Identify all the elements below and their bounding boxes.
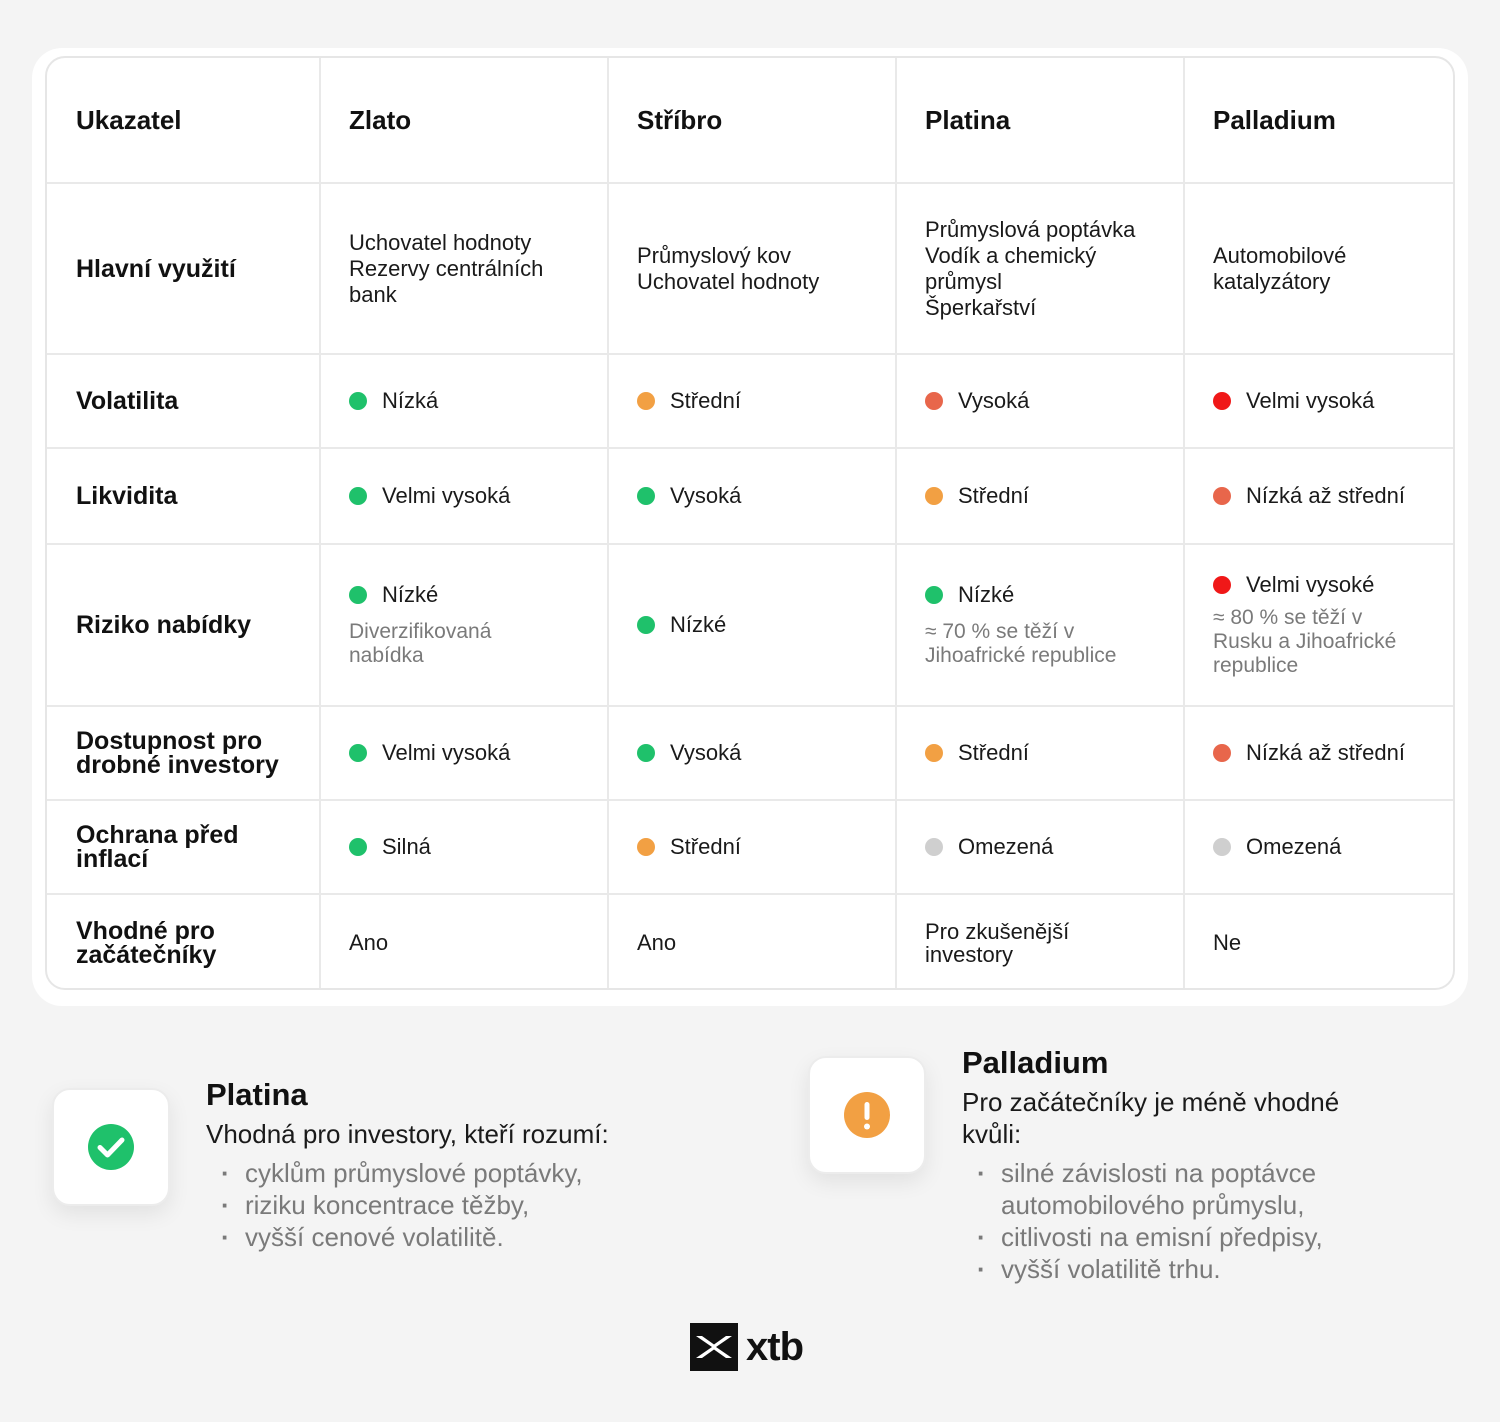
liquidity-stribro: Vysoká: [637, 483, 883, 509]
row-label-volatility: Volatilita: [76, 387, 179, 415]
inflation-platina: Omezená: [925, 834, 1171, 860]
beginners-platina: Pro zkušenější investory: [925, 918, 1070, 967]
palladium-note-list: [975, 1157, 1323, 1285]
table-row: [47, 183, 1455, 354]
beginners-palladium: Ne: [1213, 929, 1242, 955]
status-dot-icon: [1213, 744, 1231, 762]
row-label-availability: Dostupnost pro drobné investory: [76, 727, 279, 779]
status-dot-icon: [637, 487, 655, 505]
row-label-liquidity: Likvidita: [76, 482, 178, 510]
header-palladium: Palladium: [1184, 58, 1455, 183]
volatility-palladium: Velmi vysoká: [1213, 388, 1445, 414]
status-dot-icon: [1213, 392, 1231, 410]
status-dot-icon: [1213, 576, 1231, 594]
table-row: [47, 448, 1455, 544]
row-label-usage: Hlavní využití: [76, 254, 236, 283]
supply-risk-platina: Nízké: [925, 582, 1171, 608]
status-dot-icon: [637, 838, 655, 856]
availability-palladium: Nízká až střední: [1213, 740, 1445, 766]
supply-risk-zlato-note: Diverzifikovaná nabídka: [349, 620, 492, 667]
table-row: [47, 800, 1455, 894]
platina-note-title: Platina: [206, 1077, 308, 1112]
liquidity-zlato: Velmi vysoká: [349, 483, 595, 509]
xtb-logo-text: xtb: [746, 1324, 803, 1369]
status-dot-icon: [637, 616, 655, 634]
liquidity-palladium: Nízká až střední: [1213, 483, 1445, 509]
header-stribro: Stříbro: [608, 58, 896, 183]
status-dot-icon: [1213, 838, 1231, 856]
status-dot-icon: [925, 838, 943, 856]
availability-zlato: Velmi vysoká: [349, 740, 595, 766]
beginners-stribro: Ano: [637, 929, 677, 955]
platina-note-list: [219, 1157, 583, 1253]
status-dot-icon: [349, 744, 367, 762]
usage-platina: Průmyslová poptávka Vodík a chemický průmysl Šperkařství: [925, 216, 1136, 320]
usage-palladium: Automobilové katalyzátory: [1213, 242, 1347, 294]
row-label-supply-risk: Riziko nabídky: [76, 611, 252, 639]
status-dot-icon: [1213, 487, 1231, 505]
inflation-zlato: Silná: [349, 834, 595, 860]
palladium-note-icon-box: [808, 1056, 926, 1174]
list-item: · vyšší cenové volatilitě.: [219, 1221, 583, 1253]
table-row: [47, 544, 1455, 706]
platina-note-lead: Vhodná pro investory, kteří rozumí:: [206, 1119, 609, 1149]
row-label-beginners: Vhodné pro začátečníky: [76, 916, 217, 969]
supply-risk-zlato: Nízké: [349, 582, 595, 608]
volatility-zlato: Nízká: [349, 388, 595, 414]
supply-risk-palladium: Velmi vysoké: [1213, 572, 1445, 598]
volatility-platina: Vysoká: [925, 388, 1171, 414]
status-dot-icon: [349, 838, 367, 856]
list-item: · vyšší volatilitě trhu.: [975, 1253, 1323, 1285]
list-item: · riziku koncentrace těžby,: [219, 1189, 583, 1221]
supply-risk-stribro: Nízké: [637, 612, 883, 638]
supply-risk-palladium-note: ≈ 80 % se těží v Rusku a Jihoafrické republice: [1213, 606, 1397, 677]
exclamation-circle-icon: [843, 1091, 891, 1139]
platina-note-icon-box: [52, 1088, 170, 1206]
usage-zlato: Uchovatel hodnoty Rezervy centrálních bank: [349, 229, 544, 307]
header-zlato: Zlato: [320, 58, 608, 183]
table-row: [47, 354, 1455, 448]
status-dot-icon: [349, 487, 367, 505]
status-dot-icon: [925, 586, 943, 604]
comparison-table: [45, 56, 1455, 990]
header-platina: Platina: [896, 58, 1184, 183]
status-dot-icon: [925, 392, 943, 410]
volatility-stribro: Střední: [637, 388, 883, 414]
check-circle-icon: [87, 1123, 135, 1171]
availability-platina: Střední: [925, 740, 1171, 766]
inflation-stribro: Střední: [637, 834, 883, 860]
palladium-note-title: Palladium: [962, 1045, 1109, 1080]
palladium-note-lead: Pro začátečníky je méně vhodné kvůli:: [962, 1087, 1340, 1149]
status-dot-icon: [349, 586, 367, 604]
row-label-inflation: Ochrana před inflací: [76, 821, 239, 873]
table-row: [47, 706, 1455, 800]
inflation-palladium: Omezená: [1213, 834, 1445, 860]
status-dot-icon: [637, 392, 655, 410]
liquidity-platina: Střední: [925, 483, 1171, 509]
supply-risk-platina-note: ≈ 70 % se těží v Jihoafrické republice: [925, 620, 1117, 667]
xtb-logo: [690, 1323, 803, 1371]
beginners-zlato: Ano: [349, 929, 389, 955]
table-header-row: [47, 58, 1455, 183]
list-item: · citlivosti na emisní předpisy,: [975, 1221, 1323, 1253]
status-dot-icon: [349, 392, 367, 410]
xtb-logo-icon: [690, 1323, 738, 1371]
table-row: [47, 894, 1455, 990]
header-ukazatel: Ukazatel: [47, 58, 320, 183]
status-dot-icon: [925, 487, 943, 505]
list-item: · silné závislosti na poptávce: [975, 1157, 1323, 1189]
availability-stribro: Vysoká: [637, 740, 883, 766]
status-dot-icon: [925, 744, 943, 762]
list-item-continuation: automobilového průmyslu,: [1001, 1190, 1305, 1220]
list-item: · cyklům průmyslové poptávky,: [219, 1157, 583, 1189]
usage-stribro: Průmyslový kov Uchovatel hodnoty: [637, 242, 820, 294]
status-dot-icon: [637, 744, 655, 762]
